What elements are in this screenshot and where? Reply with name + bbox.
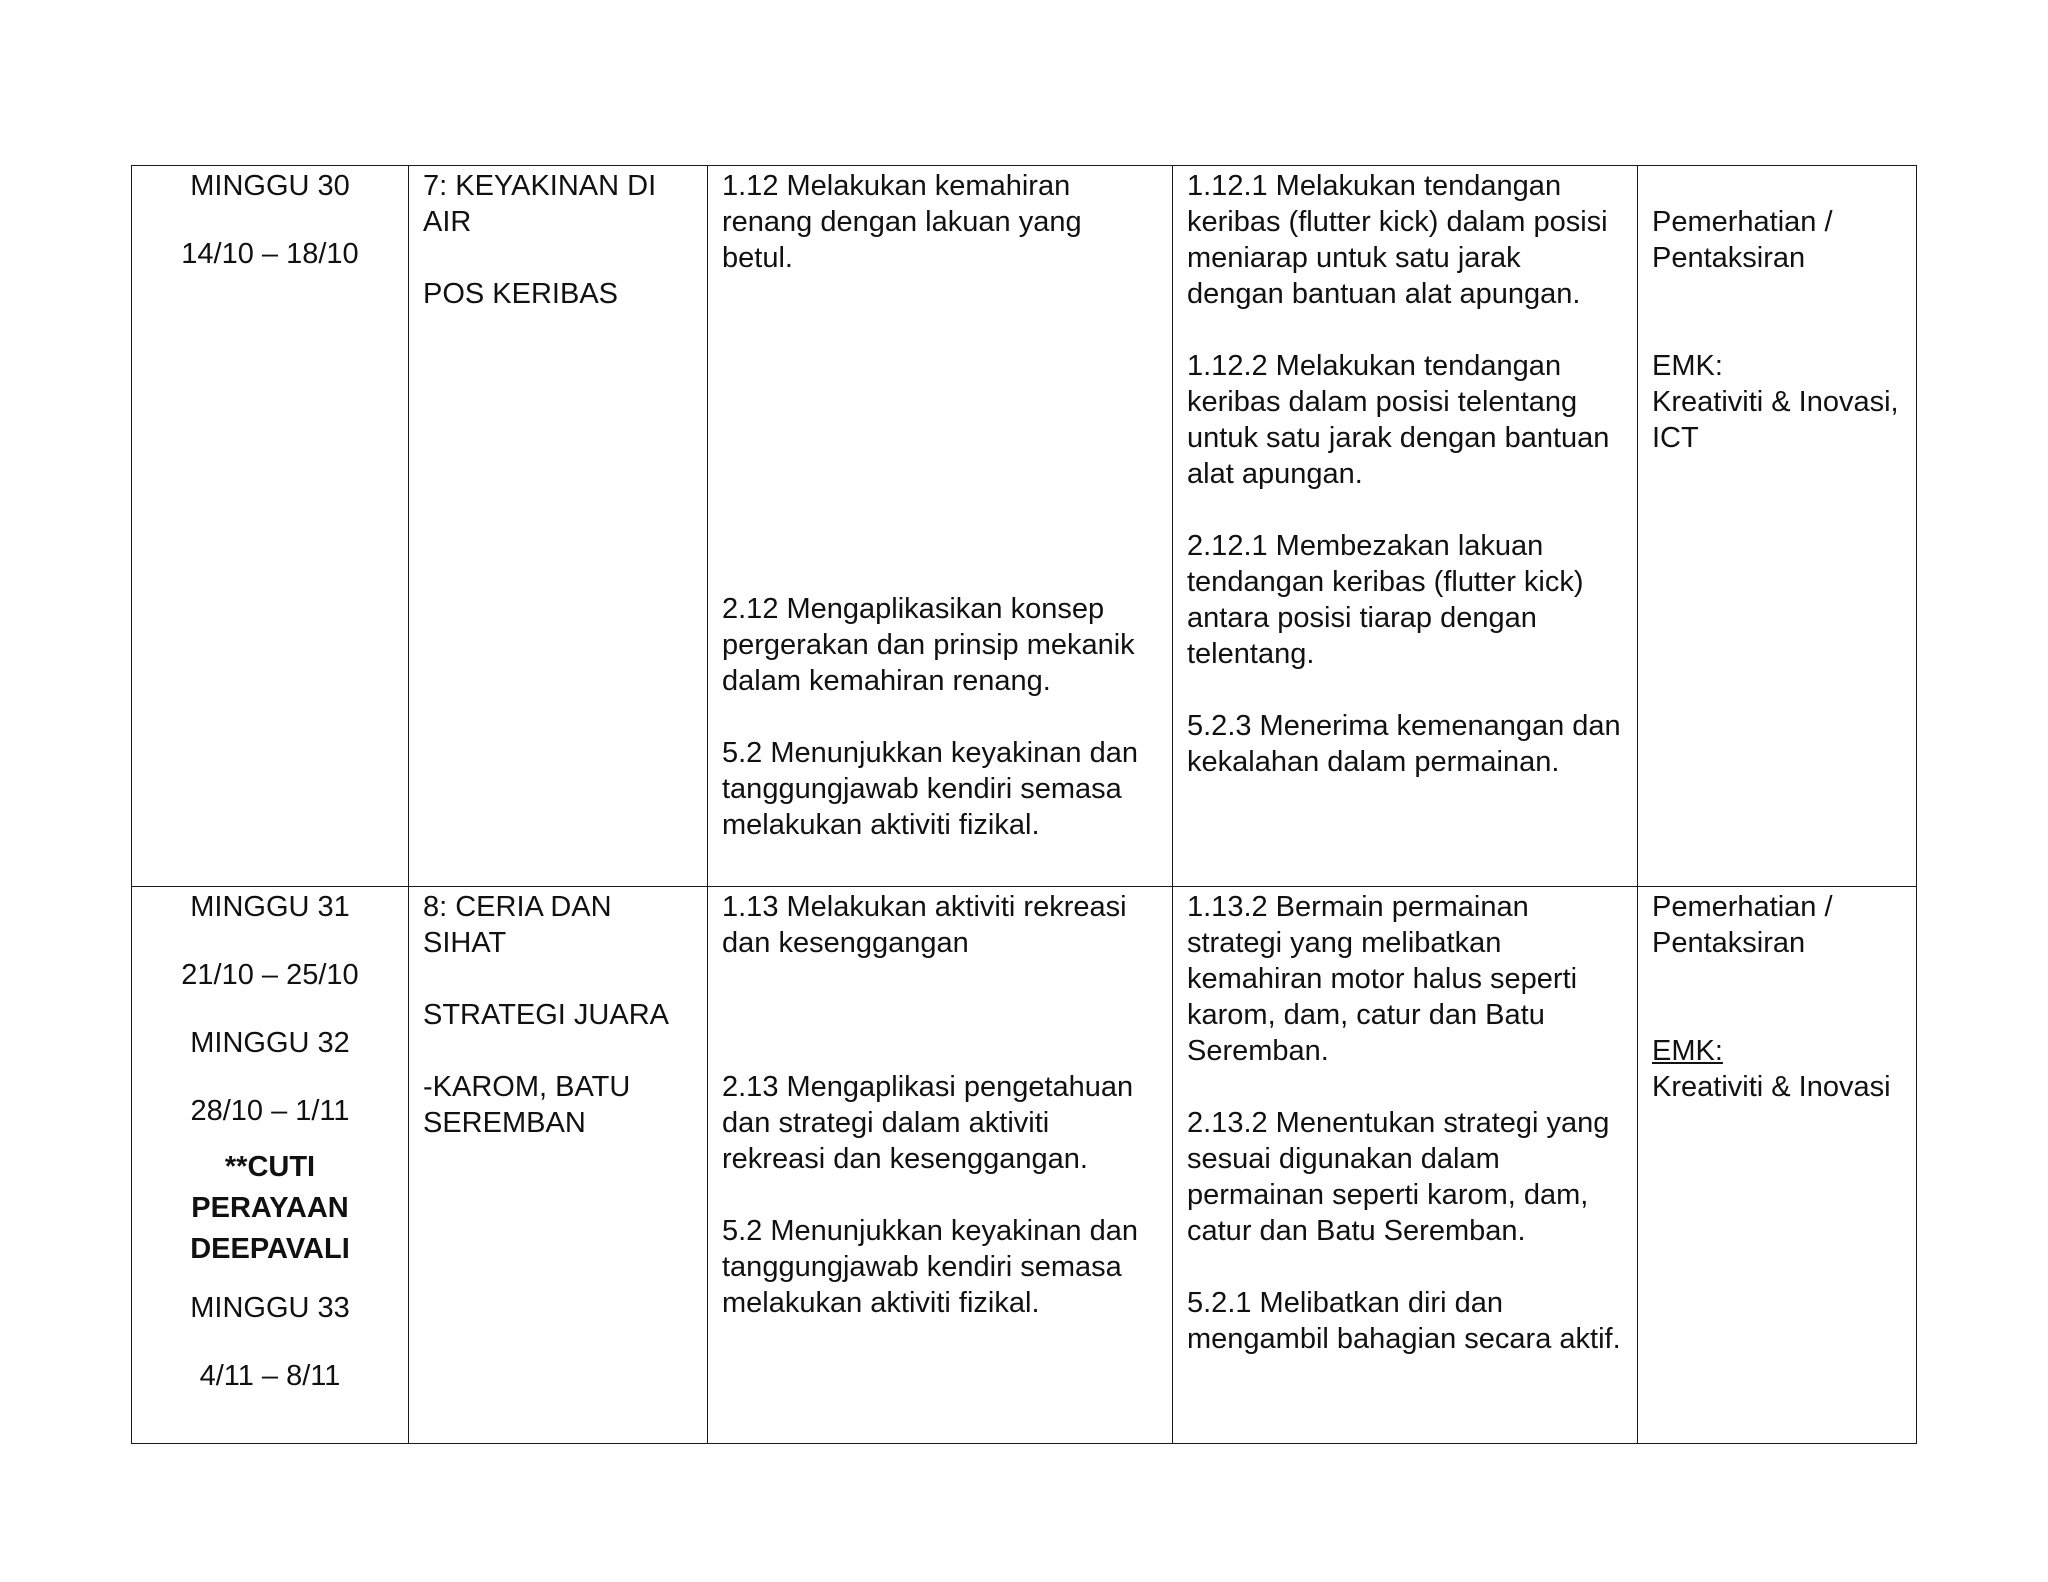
week-label: MINGGU 30 xyxy=(190,170,350,202)
week-date: 14/10 – 18/10 xyxy=(181,238,359,270)
learning-standard: 1.12.1 Melakukan tendangan keribas (flutter kick) dalam posisi meniarap untuk satu jarak dengan bantuan alat apungan. xyxy=(1187,170,1608,310)
lesson-plan-table xyxy=(131,165,1917,1444)
week-date: 28/10 – 1/11 xyxy=(190,1095,350,1127)
topic-subtitle: STRATEGI JUARA xyxy=(423,999,669,1031)
table-row xyxy=(132,166,1917,887)
content-standard: 2.12 Mengaplikasikan konsep pergerakan dan prinsip mekanik dalam kemahiran renang. xyxy=(722,593,1135,697)
emk-label: EMK: xyxy=(1652,350,1723,382)
week-label: MINGGU 33 xyxy=(190,1292,350,1324)
notes-cell xyxy=(1638,166,1917,887)
emk-value: Kreativiti & Inovasi xyxy=(1652,1071,1891,1103)
learning-standard: 5.2.3 Menerima kemenangan dan kekalahan dalam permainan. xyxy=(1187,710,1621,778)
week-date: 4/11 – 8/11 xyxy=(199,1360,341,1392)
holiday-note: **CUTI PERAYAAN DEEPAVALI xyxy=(190,1151,350,1265)
table-row xyxy=(132,887,1917,1444)
learning-standard: 2.13.2 Menentukan strategi yang sesuai digunakan dalam permainan seperti karom, dam, catur dan Batu Seremban. xyxy=(1187,1107,1610,1247)
topic-title: 7: KEYAKINAN DI AIR xyxy=(423,170,657,238)
assessment-note: Pemerhatian / Pentaksiran xyxy=(1652,206,1833,274)
emk-label: EMK: xyxy=(1652,1035,1723,1067)
learning-standard: 1.13.2 Bermain permainan strategi yang melibatkan kemahiran motor halus seperti karom, dam, catur dan Batu Seremban. xyxy=(1187,891,1578,1067)
content-standard: 1.13 Melakukan aktiviti rekreasi dan kesenggangan xyxy=(722,891,1127,959)
content-standard-cell xyxy=(708,166,1173,887)
content-standard: 2.13 Mengaplikasi pengetahuan dan strategi dalam aktiviti rekreasi dan kesenggangan. xyxy=(722,1071,1134,1175)
topic-title: 8: CERIA DAN SIHAT xyxy=(423,891,612,959)
learning-standard-cell xyxy=(1173,166,1638,887)
week-cell xyxy=(132,887,409,1444)
week-label: MINGGU 32 xyxy=(190,1027,350,1059)
content-standard-cell xyxy=(708,887,1173,1444)
content-standard: 5.2 Menunjukkan keyakinan dan tanggungjawab kendiri semasa melakukan aktiviti fizikal. xyxy=(722,1215,1138,1319)
topic-subtitle: POS KERIBAS xyxy=(423,278,619,310)
week-cell xyxy=(132,166,409,887)
content-standard: 5.2 Menunjukkan keyakinan dan tanggungjawab kendiri semasa melakukan aktiviti fizikal. xyxy=(722,737,1138,841)
topic-cell xyxy=(409,166,708,887)
learning-standard: 5.2.1 Melibatkan diri dan mengambil bahagian secara aktif. xyxy=(1187,1287,1621,1355)
topic-cell xyxy=(409,887,708,1444)
week-label: MINGGU 31 xyxy=(190,891,350,923)
content-standard: 1.12 Melakukan kemahiran renang dengan lakuan yang betul. xyxy=(722,170,1082,274)
learning-standard: 2.12.1 Membezakan lakuan tendangan keribas (flutter kick) antara posisi tiarap dengan telentang. xyxy=(1187,530,1584,670)
emk-value: Kreativiti & Inovasi, ICT xyxy=(1652,386,1899,454)
notes-cell xyxy=(1638,887,1917,1444)
week-date: 21/10 – 25/10 xyxy=(181,959,359,991)
learning-standard: 1.12.2 Melakukan tendangan keribas dalam posisi telentang untuk satu jarak dengan bantuan alat apungan. xyxy=(1187,350,1610,490)
assessment-note: Pemerhatian / Pentaksiran xyxy=(1652,891,1833,959)
learning-standard-cell xyxy=(1173,887,1638,1444)
topic-detail: -KAROM, BATU SEREMBAN xyxy=(423,1071,631,1139)
